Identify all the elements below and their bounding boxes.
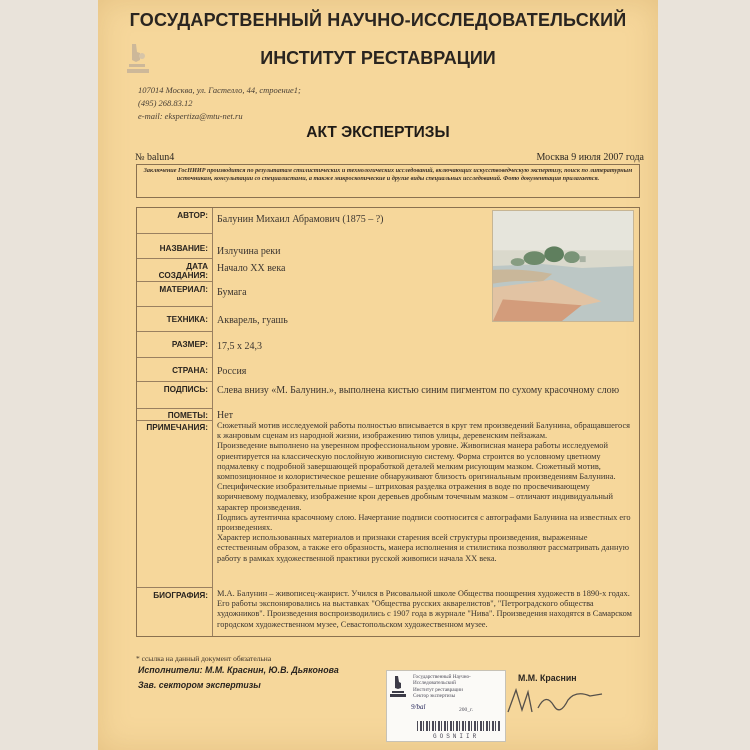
author-label: АВТОР: — [137, 208, 213, 234]
technique-value: Акварель, гуашь — [217, 315, 288, 326]
title-label: НАЗВАНИЕ: — [137, 234, 213, 259]
handwritten-signature — [498, 682, 608, 722]
country-label: СТРАНА: — [137, 358, 213, 382]
technique-label: ТЕХНИКА: — [137, 307, 213, 332]
stamp-line2: Институт реставрации — [413, 686, 463, 693]
date-label-line1: ДАТА — [186, 262, 208, 271]
date-label-line2: СОЗДАНИЯ: — [158, 271, 208, 280]
country-value: Россия — [217, 366, 247, 377]
marks-label: ПОМЕТЫ: — [137, 409, 213, 421]
signature-value: Слева внизу «М. Балунин.», выполнена кистью синим пигментом по сухому красочному слою — [217, 385, 620, 396]
stamp-number: 9/bal — [411, 703, 426, 711]
painting-photo — [492, 210, 634, 322]
signer-name: М.М. Краснин — [518, 673, 577, 683]
barcode — [417, 721, 501, 731]
head-of-sector: Зав. сектором экспертизы — [138, 680, 261, 690]
biography-label: БИОГРАФИЯ: — [137, 588, 213, 636]
institute-stamp — [386, 670, 506, 742]
notes-paragraph: Характер использованных материалов и признаки старения всей структуры произведения, выраженные естественным образом, а также его образность, манера исполнения и стилистика позволяют рассматривать данную работу в рамках художественной практики русской живописи начала XX века. — [217, 533, 629, 563]
institute-name-line1: ГОСУДАРСТВЕННЫЙ НАУЧНО-ИССЛЕДОВАТЕЛЬСКИЙ — [129, 10, 627, 30]
biography-text: М.А. Балунин – живописец-жанрист. Учился в Рисовальной школе Общества поощрения художеств в 1890-х годах. Его работы экспонировались на выставках "Общества русских акварелистов", "Петроградского общества художников". Произведения воспроизводились с 1907 года в журнале "Нива". Произведения находятся в Самарском городском художественном музее, Севастопольском художественном музее. — [217, 589, 632, 629]
citation-footnote: * ссылка на данный документ обязательна — [136, 654, 272, 663]
executors: Исполнители: М.М. Краснин, Ю.В. Дьяконова — [138, 665, 339, 675]
notes-paragraph: Произведение выполнено на уверенном профессиональном уровне. Живописная манера работы исследуемой ориентируется на классическую послойную живописную систему. Форма строится во условному цветному подмалевку с подробной завершающей проработкой деталей мелким рисующим мазком. Сюжетный мотив, композиционное и колористическое решение обнаруживают близость оригинальным произведениям Балунина. Специфические изобразительные приемы – штриховая разделка отражения в воде по просвечивающему коричневому подмалевку, изображение крон деревьев дробным точечным мазком – отличают индивидуальный характер произведения. — [217, 441, 616, 512]
document-title: АКТ ЭКСПЕРТИЗЫ — [306, 124, 450, 141]
stamp-line3: Сектор экспертизы — [413, 692, 456, 699]
document-sheet — [98, 0, 658, 750]
signature-label: ПОДПИСЬ: — [137, 382, 213, 409]
stamp-emblem-icon — [390, 675, 408, 699]
email: e-mail: ekspertiza@mtu-net.ru — [138, 111, 243, 121]
institute-name-line2: ИНСТИТУТ РЕСТАВРАЦИИ — [260, 48, 496, 68]
material-value: Бумага — [217, 287, 247, 298]
phone: (495) 268.83.12 — [138, 98, 193, 108]
institute-contacts — [138, 84, 301, 123]
date-label — [137, 259, 213, 282]
barcode-text: GOSNIIR — [433, 732, 480, 740]
notes-paragraph: Подпись аутентична красочному слою. Начертание подписи соотносится с автографами Балунина на известных его произведениях. — [217, 512, 631, 533]
expertise-table — [136, 207, 640, 637]
expertise-notice: Заключение ГосНИИР производится по результатам стилистических и технологических исследований, включающих искусствоведческую экспертизу, поиск по литературным источникам, консультации со специалистами, а также микроскопические и другие виды специальных исследований. Фото документация прилагается. — [136, 164, 640, 198]
document-date: Москва 9 июля 2007 года — [536, 152, 644, 163]
notes-paragraph: Сюжетный мотив исследуемой работы полностью вписывается в круг тем произведений Балунина, обращавшегося к жанровым сценам из народной жизни, изображению типов улицы, деревенским пейзажам. — [217, 421, 631, 441]
document-number: № balun4 — [135, 152, 175, 163]
size-value: 17,5 х 24,3 — [217, 341, 262, 352]
material-label: МАТЕРИАЛ: — [137, 282, 213, 307]
size-label: РАЗМЕР: — [137, 332, 213, 358]
stamp-line1: Государственный Научно-Исследовательский — [413, 674, 471, 687]
marks-value: Нет — [217, 410, 234, 421]
date-value: Начало XX века — [217, 263, 286, 274]
title-value: Излучина реки — [217, 246, 281, 257]
notes-text — [217, 421, 635, 564]
notes-label: ПРИМЕЧАНИЯ: — [137, 421, 213, 588]
address: 107014 Москва, ул. Гастелло, 44, строение1; — [138, 85, 301, 95]
stamp-year: 200_г. — [459, 707, 474, 713]
author-value: Балунин Михаил Абрамович (1875 – ?) — [217, 214, 384, 225]
